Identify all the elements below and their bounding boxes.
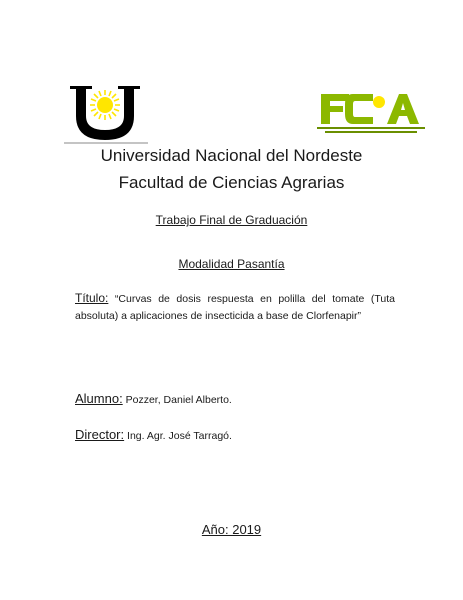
- title-text: “Curvas de dosis respuesta en polilla del tomate (Tuta absoluta) a aplicaciones de insecticida a base de Clorfenapir”: [75, 293, 396, 322]
- fca-sun-icon: [373, 96, 385, 108]
- director-label: Director:: [75, 427, 125, 442]
- student-line: [75, 391, 232, 406]
- u-serif-left: [70, 86, 92, 89]
- student-label: Alumno:: [75, 391, 123, 406]
- sun-icon: [90, 90, 120, 120]
- work-type: Trabajo Final de Graduación: [155, 213, 308, 227]
- modality: Modalidad Pasantía: [178, 257, 285, 271]
- fca-letters: [321, 94, 419, 124]
- title-label: Título:: [75, 291, 109, 305]
- u-serif-right: [118, 86, 140, 89]
- director-name: Ing. Agr. José Tarragó.: [127, 430, 232, 442]
- university-name: Universidad Nacional del Nordeste: [100, 146, 363, 165]
- thesis-title: [75, 290, 395, 325]
- fca-furrows: [317, 128, 425, 132]
- year: Año: 2019: [201, 522, 262, 537]
- director-line: [75, 427, 232, 442]
- fca-logo: [315, 88, 427, 134]
- student-name: Pozzer, Daniel Alberto.: [125, 394, 232, 406]
- unne-logo: [64, 86, 148, 144]
- faculty-name: Facultad de Ciencias Agrarias: [118, 173, 345, 192]
